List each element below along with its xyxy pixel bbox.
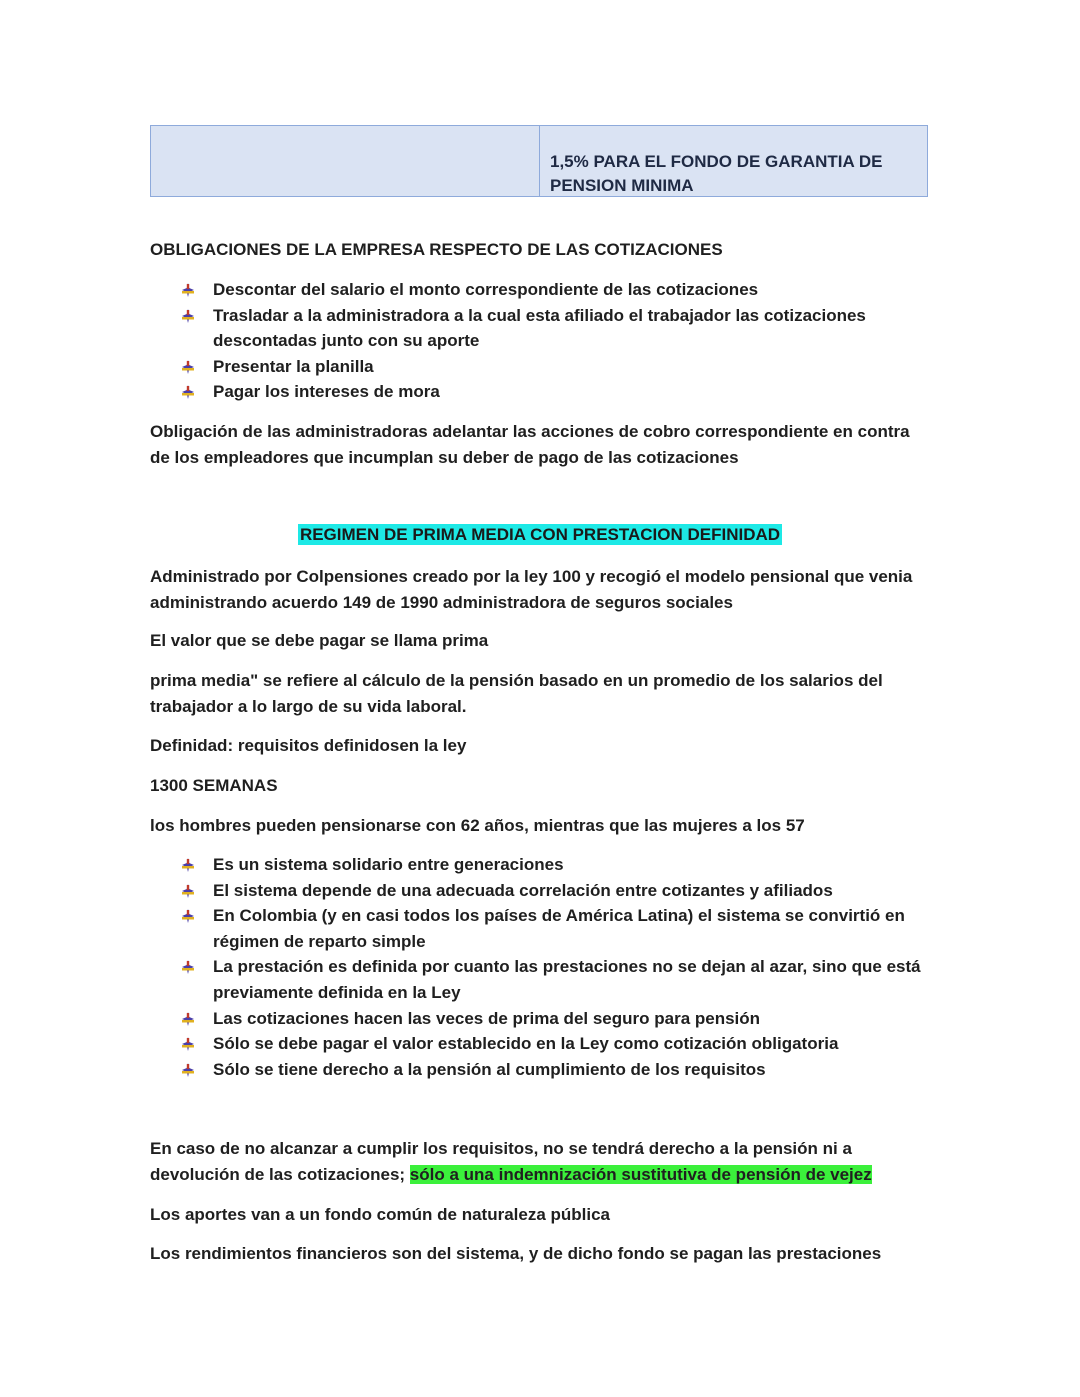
table-row: [150, 125, 928, 197]
list-item: [150, 852, 930, 878]
arrow-bullet-icon: [180, 1062, 196, 1078]
list-item: [150, 878, 930, 904]
list-item-text: Las cotizaciones hacen las veces de prima del seguro para pensión: [213, 1008, 761, 1028]
arrow-bullet-icon: [180, 359, 196, 375]
obligaciones-list: [150, 277, 930, 405]
list-item: [150, 1031, 930, 1057]
list-item: [150, 303, 930, 354]
paragraph-definidad: Definidad: requisitos definidosen la ley: [150, 736, 467, 755]
regimen-list-wrapper: [150, 852, 930, 1082]
list-item: [150, 1057, 930, 1083]
arrow-bullet-icon: [180, 959, 196, 975]
paragraph-administradoras: Obligación de las administradoras adelantar las acciones de cobro correspondiente en contra de los empleadores que incumplan su deber de pago de las cotizaciones: [150, 422, 910, 467]
list-item-text: Trasladar a la administradora a la cual esta afiliado el trabajador las cotizaciones descontadas junto con su aporte: [213, 305, 866, 351]
list-item-text: Sólo se tiene derecho a la pensión al cumplimiento de los requisitos: [213, 1059, 766, 1079]
arrow-bullet-icon: [180, 908, 196, 924]
list-item: [150, 277, 930, 303]
list-item: [150, 954, 930, 1005]
paragraph-aportes: Los aportes van a un fondo común de naturaleza pública: [150, 1205, 611, 1224]
list-item-text: Es un sistema solidario entre generaciones: [213, 855, 564, 874]
table-cell-empty: [151, 126, 540, 196]
paragraph-prima-media: prima media" se refiere al cálculo de la pensión basado en un promedio de los salarios del trabajador a lo largo de su vida laboral.: [150, 671, 883, 716]
arrow-bullet-icon: [180, 883, 196, 899]
paragraph-edades: los hombres pueden pensionarse con 62 años, mientras que las mujeres a los 57: [150, 816, 805, 835]
list-item-text: El sistema depende de una adecuada correlación entre cotizantes y afiliados: [213, 880, 833, 900]
highlighted-indemnizacion: sólo a una indemnización sustitutiva de pensión de vejez: [409, 1165, 872, 1184]
list-item: [150, 903, 930, 954]
paragraph-prima: El valor que se debe pagar se llama prima: [150, 631, 489, 650]
arrow-bullet-icon: [180, 857, 196, 873]
list-item-text: La prestación es definida por cuanto las prestaciones no se dejan al azar, sino que está previamente definida en la Ley: [213, 957, 921, 1002]
arrow-bullet-icon: [180, 282, 196, 298]
list-item-text: Sólo se debe pagar el valor establecido en la Ley como cotización obligatoria: [213, 1034, 839, 1054]
section-title-regimen: [150, 523, 930, 547]
regimen-list: [150, 852, 930, 1082]
table-cell-fondo-garantia: 1,5% PARA EL FONDO DE GARANTIA DE PENSION MINIMA: [550, 152, 883, 195]
section-title-text: REGIMEN DE PRIMA MEDIA CON PRESTACION DEFINIDAD: [299, 525, 781, 544]
list-item: [150, 379, 930, 405]
arrow-bullet-icon: [180, 1011, 196, 1027]
list-item-text: Pagar los intereses de mora: [213, 382, 440, 402]
list-item-text: Descontar del salario el monto correspondiente de las cotizaciones: [213, 280, 759, 299]
section-heading-obligaciones: OBLIGACIONES DE LA EMPRESA RESPECTO DE LAS COTIZACIONES: [150, 240, 723, 259]
paragraph-semanas: 1300 SEMANAS: [150, 776, 278, 795]
arrow-bullet-icon: [180, 308, 196, 324]
paragraph-rendimientos: Los rendimientos financieros son del sistema, y de dicho fondo se pagan las prestaciones: [150, 1244, 882, 1263]
arrow-bullet-icon: [180, 384, 196, 400]
list-item-text: Presentar la planilla: [213, 356, 374, 376]
paragraph-colpensiones: Administrado por Colpensiones creado por la ley 100 y recogió el modelo pensional que venia administrando acuerdo 149 de 1990 administradora de seguros sociales: [150, 567, 913, 612]
paragraph-requisitos: [150, 1136, 930, 1188]
paragraph-requisitos-text: En caso de no alcanzar a cumplir los requisitos, no se tendrá derecho a la pensión ni a devolución de las cotizaciones;: [150, 1139, 852, 1184]
list-item: [150, 354, 930, 380]
list-item-text: En Colombia (y en casi todos los países de América Latina) el sistema se convirtió en régimen de reparto simple: [213, 906, 905, 951]
obligaciones-list-wrapper: [150, 277, 930, 405]
arrow-bullet-icon: [180, 1036, 196, 1052]
list-item: [150, 1006, 930, 1032]
